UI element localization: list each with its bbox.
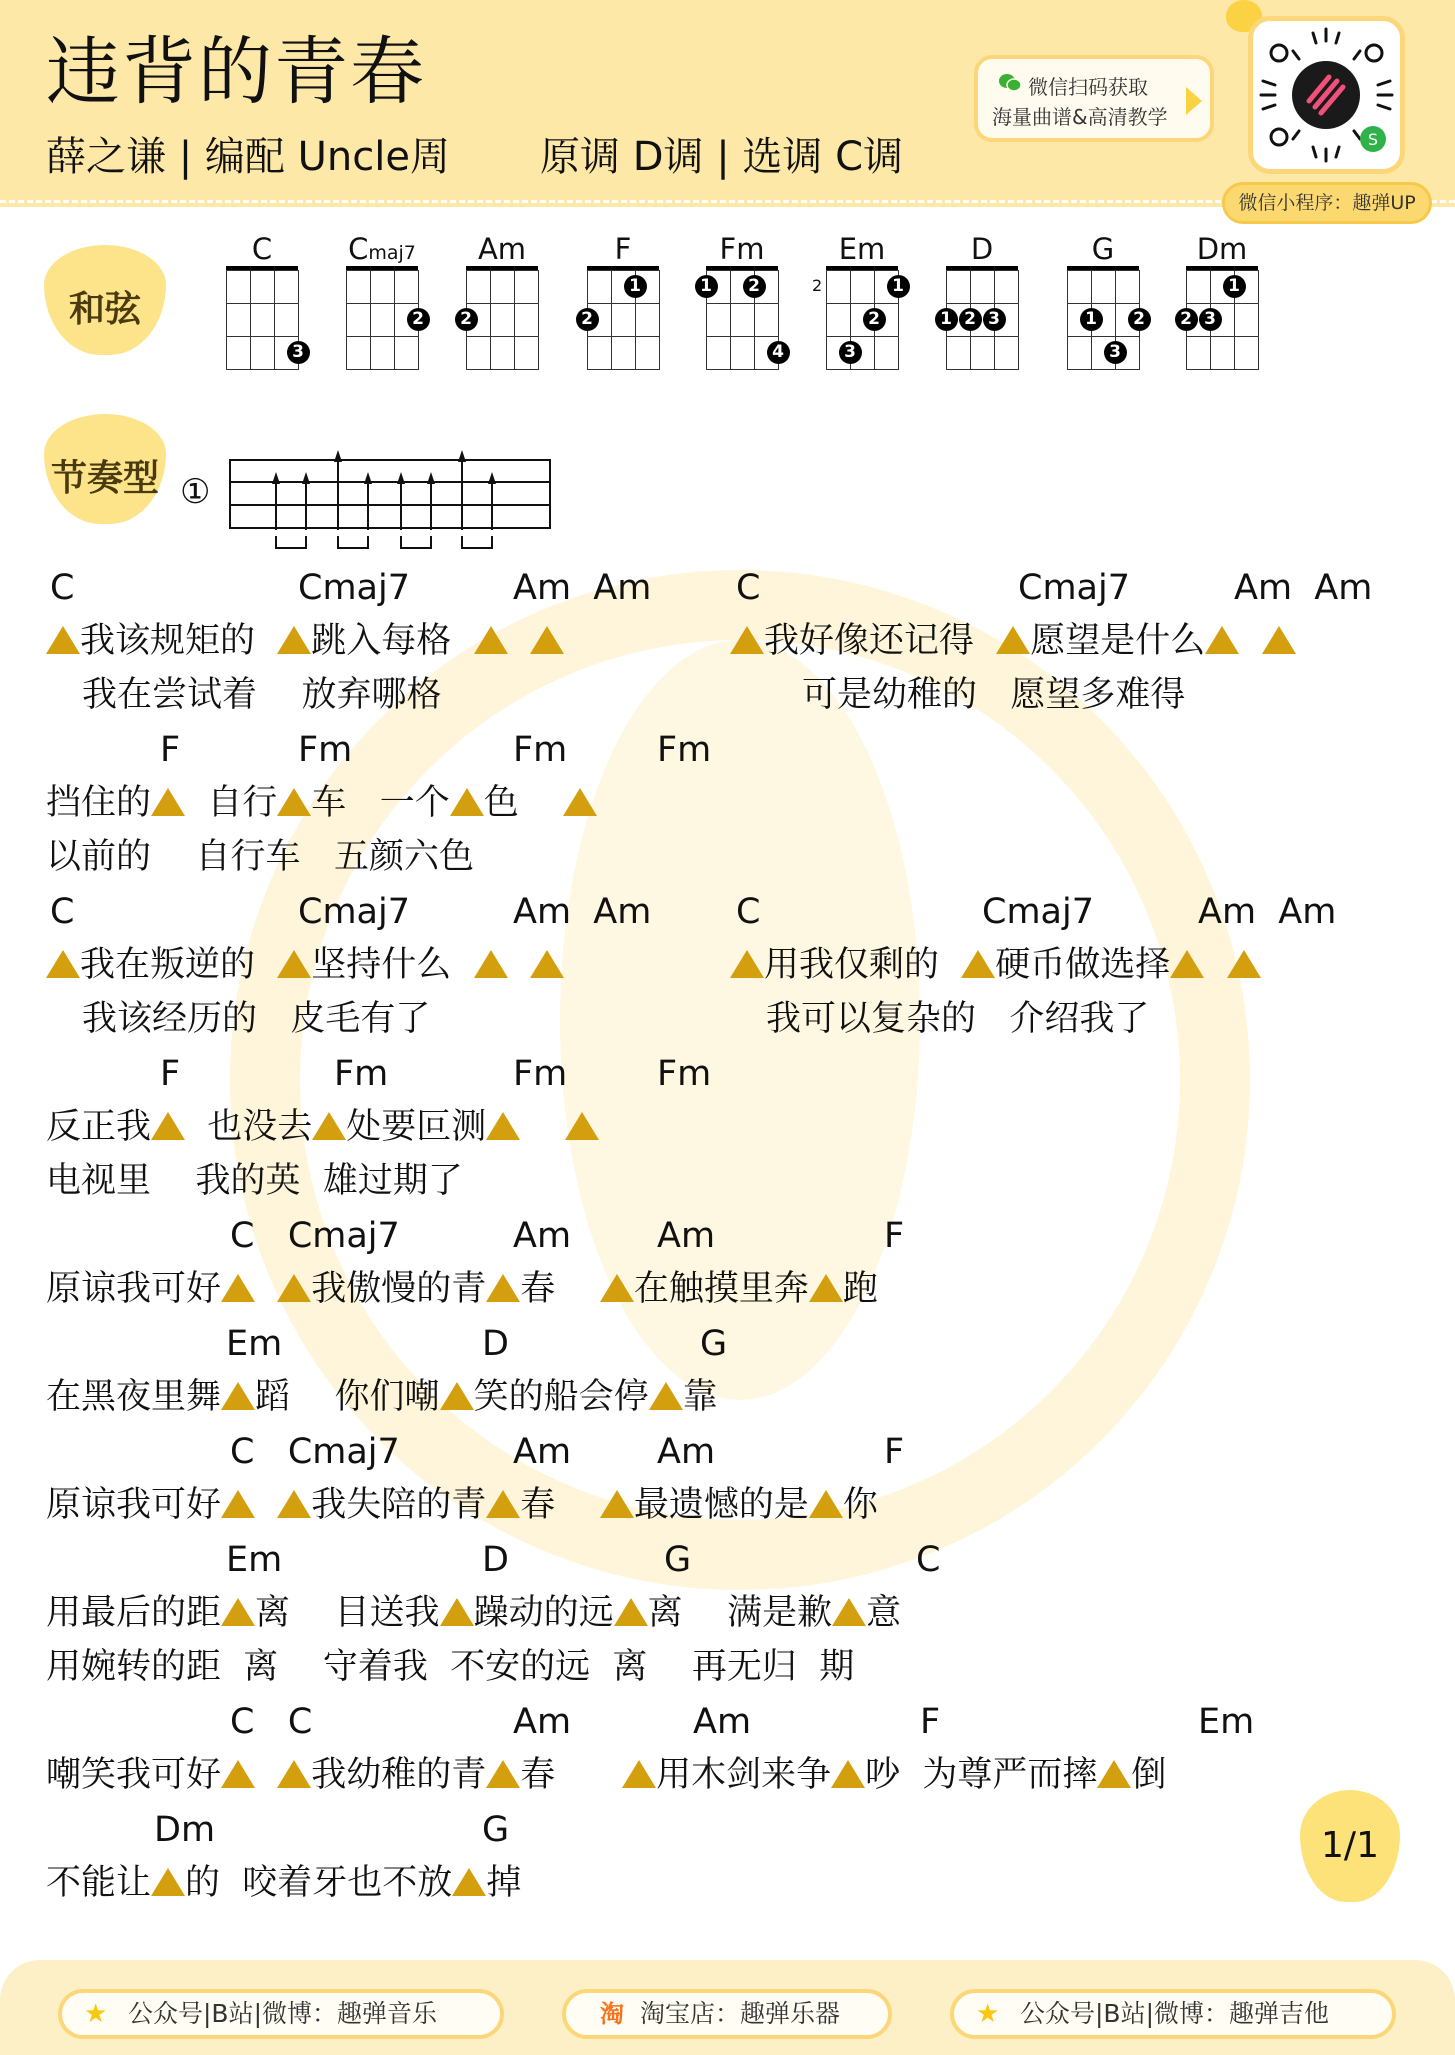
promo-line-2: 海量曲谱&高清教学 (992, 105, 1168, 129)
page-indicator: 1/1 (1300, 1790, 1400, 1902)
chord-label: Fm (657, 1054, 712, 1094)
chord-name: Cmaj7 (348, 232, 416, 266)
lyric-line: 用婉转的距 离 守着我 不安的远 离 再无归 期 (46, 1647, 855, 1687)
lyric-line: 我好像还记得 愿望是什么 (730, 620, 1296, 662)
chord-label: Am (513, 1432, 572, 1472)
strum-marker-icon (440, 1382, 474, 1410)
lyric-line: 不能让 的 咬着牙也不放 掉 (46, 1863, 522, 1903)
strum-marker-icon (563, 788, 597, 816)
lyric-line: 在黑夜里舞 蹈 你们嘲 笑的船会停 靠 (46, 1377, 718, 1417)
lyric-line: 用我仅剩的 硬币做选择 (730, 944, 1261, 986)
strum-pattern-diagram (226, 448, 558, 558)
chord-label: Cmaj7 (982, 892, 1094, 932)
song-title: 违背的青春 (46, 29, 426, 115)
chord-label: Fm (513, 730, 568, 770)
strum-marker-icon (312, 1112, 346, 1140)
chords-section-badge (44, 245, 166, 355)
finger-dot: 1 (1223, 275, 1246, 298)
promo-box[interactable] (974, 55, 1214, 142)
chord-label: C Cmaj7 (230, 1432, 400, 1472)
strum-marker-icon (1170, 950, 1204, 978)
strum-marker-icon (452, 1868, 486, 1896)
fretboard-grid (1067, 266, 1145, 368)
chord-name: Fm (719, 232, 765, 266)
finger-dot: 2 (1128, 308, 1151, 331)
strum-marker-icon (961, 950, 995, 978)
strum-marker-icon (277, 1274, 311, 1302)
strum-marker-icon (649, 1382, 683, 1410)
lyric-line: 我在叛逆的 坚持什么 (46, 944, 564, 986)
fretboard-grid (826, 266, 904, 368)
lyric-line: 嘲笑我可好 我幼稚的青 春 用木剑来争 吵 为尊严而摔 倒 (46, 1755, 1167, 1795)
strum-marker-icon (1097, 1760, 1131, 1788)
strum-marker-icon (474, 626, 508, 654)
chord-name: D (970, 232, 994, 266)
finger-dot: 3 (1199, 308, 1222, 331)
strum-marker-icon (440, 1598, 474, 1626)
footer-link-label: 公众号|B站|微博：趣弹音乐 (128, 1999, 437, 2028)
chord-label: D (482, 1324, 509, 1364)
chord-label: Am (693, 1702, 752, 1742)
chord-name: G (1091, 232, 1115, 266)
chord-label: Fm (298, 730, 353, 770)
strum-marker-icon (486, 1274, 520, 1302)
chord-label: Am (657, 1216, 716, 1256)
chord-label: Cmaj7 (298, 568, 410, 608)
fretboard-grid (1180, 266, 1258, 368)
strum-marker-icon (809, 1490, 843, 1518)
key-info: 原调 D调 | 选调 C调 (540, 134, 904, 180)
finger-dot: 2 (743, 275, 766, 298)
strum-marker-icon (1205, 626, 1239, 654)
chord-label: Am Am (513, 568, 652, 608)
strum-marker-icon (831, 1760, 865, 1788)
finger-dot: 4 (767, 341, 790, 364)
chord-label: Dm (154, 1810, 216, 1850)
strum-marker-icon (221, 1490, 255, 1518)
strum-marker-icon (221, 1382, 255, 1410)
fretboard-grid (581, 266, 659, 368)
footer-link-music[interactable] (58, 1989, 504, 2039)
chord-label: Am (657, 1432, 716, 1472)
strum-marker-icon (474, 950, 508, 978)
strum-marker-icon (600, 1274, 634, 1302)
chord-label: C (50, 568, 75, 608)
start-fret-number: 2 (812, 276, 823, 295)
lyric-line: 原谅我可好 我失陪的青 春 最遗憾的是 你 (46, 1485, 878, 1525)
chord-name: Dm (1196, 232, 1248, 266)
footer-link-guitar[interactable] (950, 1989, 1396, 2039)
finger-dot: 3 (983, 308, 1006, 331)
miniapp-label: 微信小程序：趣弹UP (1222, 182, 1432, 224)
lyric-line: 以前的 自行车 五颜六色 (46, 837, 474, 877)
chord-label: F (160, 1054, 181, 1094)
strum-marker-icon (530, 950, 564, 978)
fretboard-grid (700, 266, 784, 368)
chord-label: G (664, 1540, 692, 1580)
chord-label: G (482, 1810, 510, 1850)
finger-dot: 2 (455, 308, 478, 331)
rhythm-index: ① (180, 472, 211, 512)
finger-dot: 2 (863, 308, 886, 331)
wechat-icon (998, 73, 1022, 93)
strum-marker-icon (277, 1760, 311, 1788)
chord-label: F (160, 730, 181, 770)
chord-label: D (482, 1540, 509, 1580)
lyric-line: 我在尝试着 放弃哪格 (82, 675, 442, 715)
strum-marker-icon (46, 626, 80, 654)
chord-label: Fm (334, 1054, 389, 1094)
strum-marker-icon (486, 1490, 520, 1518)
chord-label: Em (1198, 1702, 1255, 1742)
finger-dot: 2 (1175, 308, 1198, 331)
chord-name: F (614, 232, 632, 266)
rhythm-section-label: 节奏型 (50, 458, 159, 499)
chord-label: Am Am (1234, 568, 1373, 608)
strum-marker-icon (832, 1598, 866, 1626)
chord-label: Am Am (1198, 892, 1337, 932)
chord-label: G (700, 1324, 728, 1364)
fretboard-grid (226, 266, 304, 368)
chord-name: Em (838, 232, 886, 266)
lyric-line: 我可以复杂的 介绍我了 (766, 999, 1150, 1039)
footer-link-label: 公众号|B站|微博：趣弹吉他 (1020, 1999, 1329, 2028)
lyric-line: 原谅我可好 我傲慢的青 春 在触摸里奔 跑 (46, 1269, 878, 1309)
footer-link-label: 淘宝店：趣弹乐器 (640, 1999, 841, 2028)
taobao-icon: 淘 (600, 2000, 624, 2028)
lyric-line: 挡住的 自行 车 一个 色 (46, 782, 597, 824)
star-icon: ★ (84, 1999, 108, 2029)
lyric-line: 我该规矩的 跳入每格 (46, 620, 564, 662)
lyric-line: 用最后的距 离 目送我 躁动的远 离 满是歉 意 (46, 1593, 902, 1633)
strum-marker-icon (809, 1274, 843, 1302)
finger-dot: 1 (695, 275, 718, 298)
chord-label: Em (226, 1540, 283, 1580)
finger-dot: 2 (959, 308, 982, 331)
fretboard-grid (940, 266, 1018, 368)
strum-marker-icon (730, 626, 764, 654)
strum-marker-icon (730, 950, 764, 978)
strum-marker-icon (277, 950, 311, 978)
qr-code[interactable] (1248, 16, 1405, 174)
chord-label: Am (513, 1702, 572, 1742)
finger-dot: 2 (576, 308, 599, 331)
strum-marker-icon (530, 626, 564, 654)
strum-marker-icon (450, 788, 484, 816)
lyric-line: 反正我 也没去 处要叵测 (46, 1106, 599, 1148)
strum-marker-icon (622, 1760, 656, 1788)
chord-label: C (736, 892, 761, 932)
strum-marker-icon (1227, 950, 1261, 978)
footer-link-taobao[interactable] (562, 1989, 892, 2039)
chord-label: C (736, 568, 761, 608)
chord-label: C Cmaj7 (230, 1216, 400, 1256)
strum-marker-icon (151, 1112, 185, 1140)
arrow-right-icon (1186, 87, 1202, 115)
chord-label: Am (513, 1216, 572, 1256)
finger-dot: 3 (839, 341, 862, 364)
strum-marker-icon (151, 788, 185, 816)
chord-label: Cmaj7 (1018, 568, 1130, 608)
chord-label: F (884, 1216, 905, 1256)
finger-dot: 3 (1104, 341, 1127, 364)
strum-marker-icon (486, 1760, 520, 1788)
strum-marker-icon (151, 1868, 185, 1896)
finger-dot: 1 (935, 308, 958, 331)
strum-marker-icon (1262, 626, 1296, 654)
svg-text:S: S (1367, 130, 1379, 149)
strum-marker-icon (46, 950, 80, 978)
chords-section-label: 和弦 (68, 289, 141, 330)
chord-label: C (50, 892, 75, 932)
strum-marker-icon (277, 626, 311, 654)
strum-marker-icon (996, 626, 1030, 654)
chord-label: Am Am (513, 892, 652, 932)
chord-label: Cmaj7 (298, 892, 410, 932)
chord-label: Fm (657, 730, 712, 770)
strum-marker-icon (221, 1274, 255, 1302)
strum-marker-icon (277, 1490, 311, 1518)
chord-label: F (884, 1432, 905, 1472)
lyric-line: 我该经历的 皮毛有了 (82, 999, 431, 1039)
qr-code-icon (1253, 21, 1400, 169)
finger-dot: 3 (287, 341, 310, 364)
chord-label: Fm (513, 1054, 568, 1094)
lyric-line: 可是幼稚的 愿望多难得 (802, 675, 1186, 715)
finger-dot: 2 (407, 308, 430, 331)
finger-dot: 1 (624, 275, 647, 298)
strum-marker-icon (565, 1112, 599, 1140)
fretboard-grid (346, 266, 424, 368)
fretboard-grid (460, 266, 538, 368)
chord-label: C C (230, 1702, 313, 1742)
chord-label: F (920, 1702, 941, 1742)
chord-name: C (251, 232, 273, 266)
star-icon: ★ (976, 1999, 1000, 2029)
chord-name: Am (477, 232, 527, 266)
strum-marker-icon (221, 1760, 255, 1788)
finger-dot: 1 (887, 275, 910, 298)
chord-label: C (916, 1540, 941, 1580)
rhythm-section-badge (44, 414, 166, 524)
finger-dot: 1 (1080, 308, 1103, 331)
artist-arranger: 薛之谦 | 编配 Uncle周 (46, 134, 450, 180)
strum-marker-icon (221, 1598, 255, 1626)
lyric-line: 电视里 我的英 雄过期了 (46, 1161, 463, 1201)
strum-marker-icon (600, 1490, 634, 1518)
chord-label: Em (226, 1324, 283, 1364)
strum-marker-icon (486, 1112, 520, 1140)
promo-line-1: 微信扫码获取 (1028, 75, 1148, 99)
strum-marker-icon (614, 1598, 648, 1626)
strum-marker-icon (277, 788, 311, 816)
